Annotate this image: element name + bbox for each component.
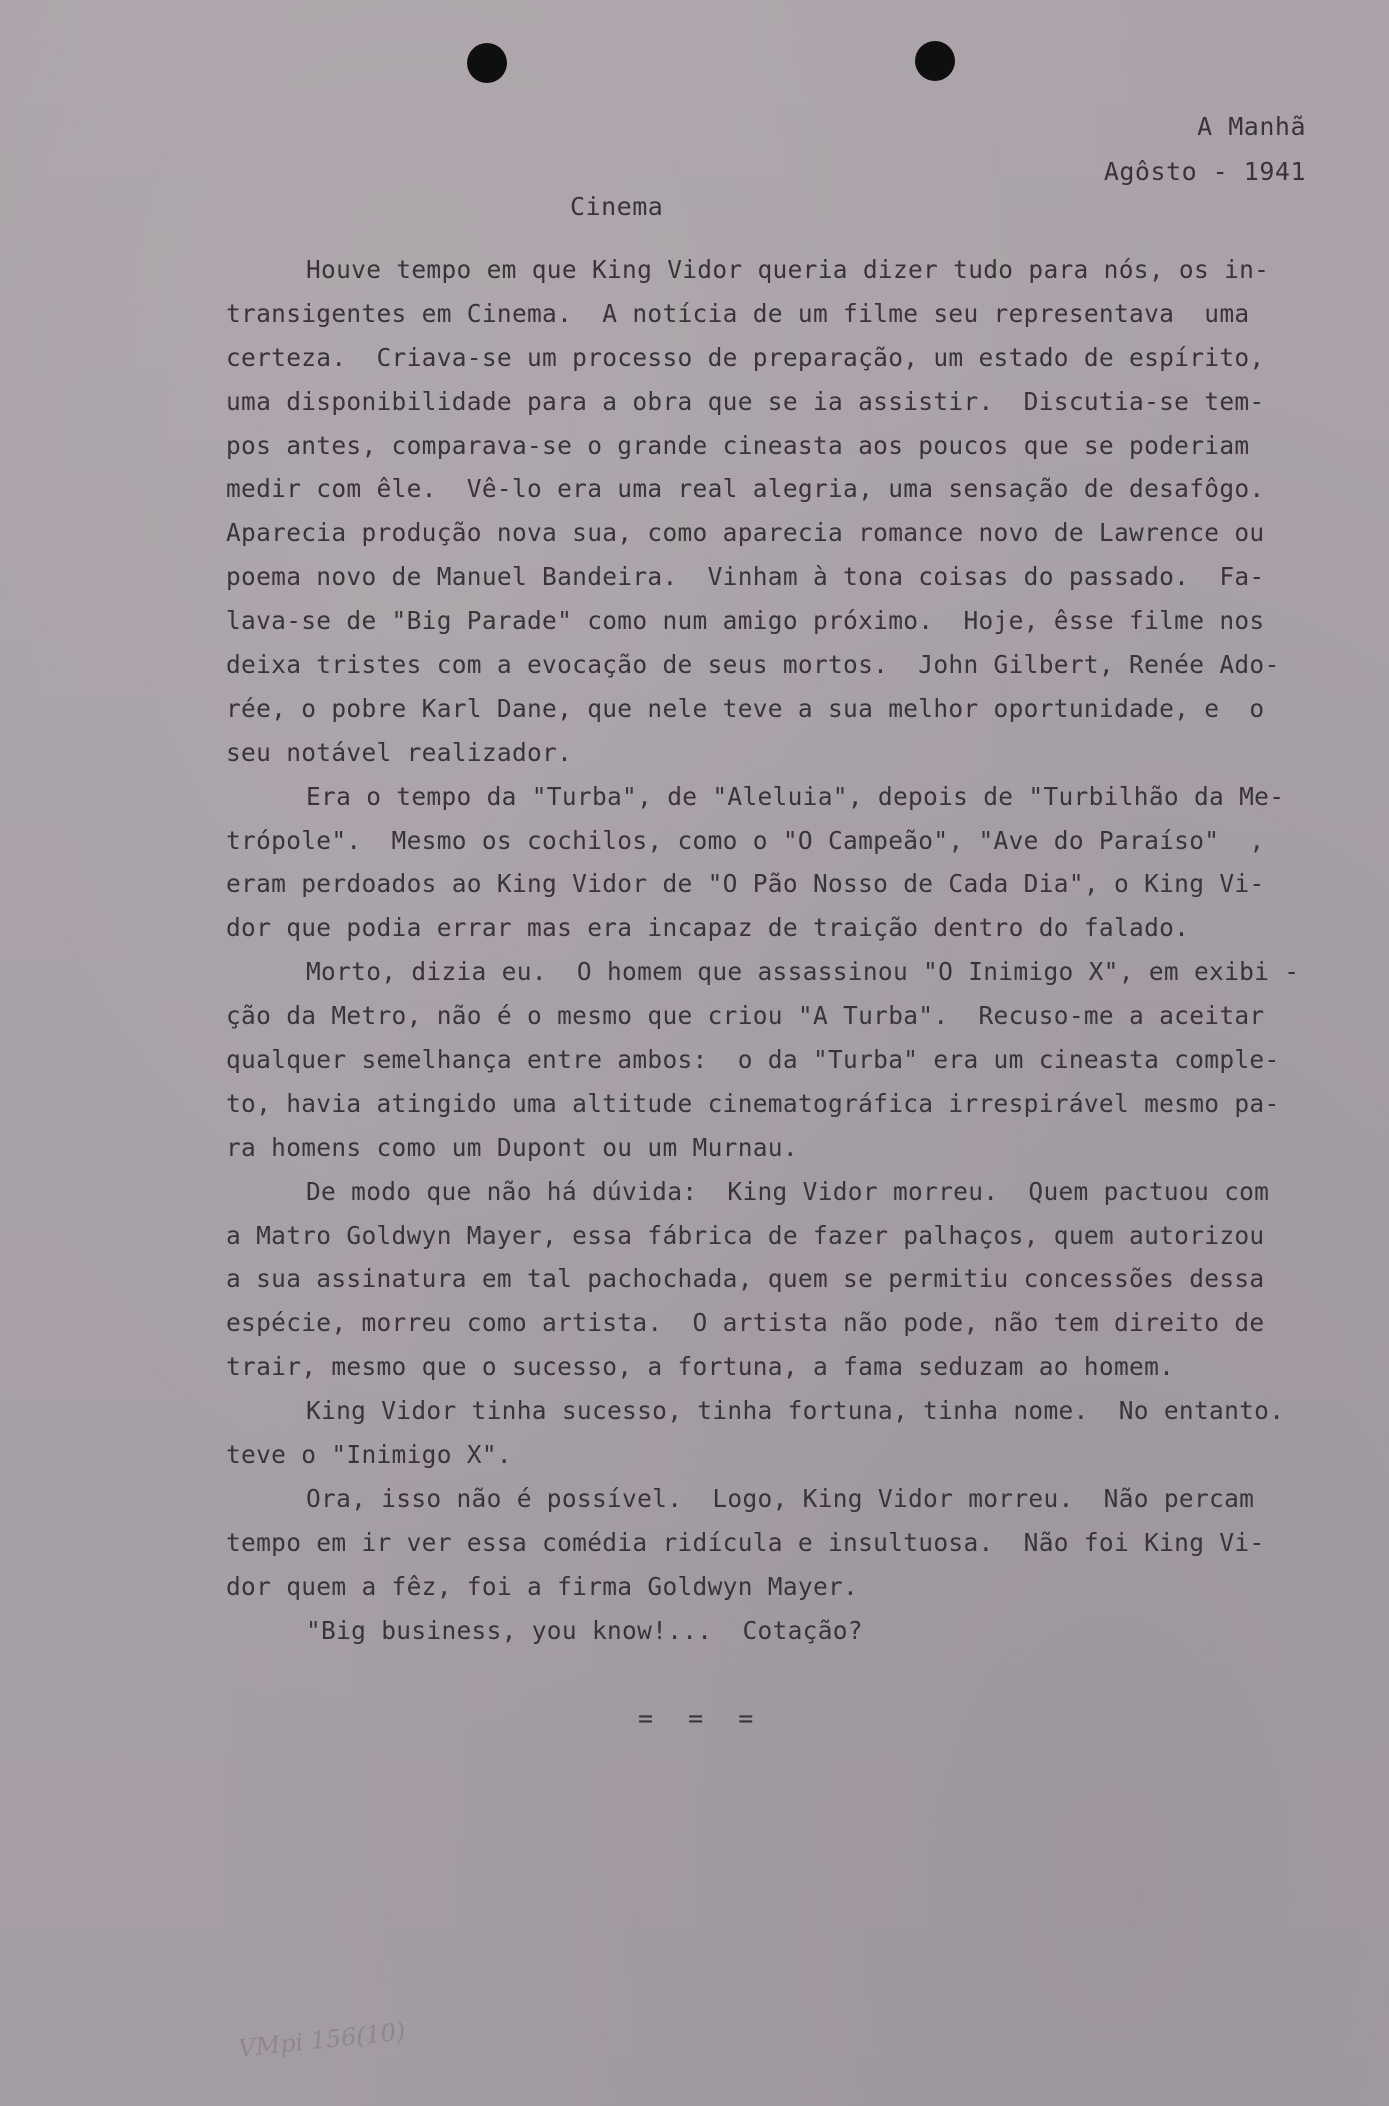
document-date: Agôsto - 1941 [1103, 157, 1306, 186]
punch-hole-left [467, 43, 507, 83]
text-line: Morto, dizia eu. O homem que assassinou "O Inimigo X", em exibi - [306, 957, 1300, 987]
text-line: Ora, isso não é possível. Logo, King Vidor morreu. Não percam [306, 1483, 1255, 1513]
text-line: Aparecia produção nova sua, como aparecia romance novo de Lawrence ou [226, 518, 1265, 548]
archive-handwritten-mark: VMpi 156(10) [236, 2017, 407, 2063]
text-line: dor que podia errar mas era incapaz de traição dentro do falado. [226, 913, 1190, 943]
text-line: poema novo de Manuel Bandeira. Vinham à tona coisas do passado. Fa- [226, 562, 1265, 592]
text-line: a Matro Goldwyn Mayer, essa fábrica de fazer palhaços, quem autorizou [226, 1220, 1265, 1250]
text-line: De modo que não há dúvida: King Vidor morreu. Quem pactuou com [306, 1176, 1270, 1206]
text-line: certeza. Criava-se um processo de preparação, um estado de espírito, [226, 342, 1265, 372]
text-line: uma disponibilidade para a obra que se ia assistir. Discutia-se tem- [226, 386, 1265, 416]
document-title: Cinema [570, 192, 664, 221]
text-line: trair, mesmo que o sucesso, a fortuna, a fama seduzam ao homem. [226, 1352, 1175, 1382]
punch-hole-right [915, 41, 955, 81]
text-line: lava-se de "Big Parade" como num amigo próximo. Hoje, êsse filme nos [226, 606, 1265, 636]
text-line: Era o tempo da "Turba", de "Aleluia", depois de "Turbilhão da Me- [306, 781, 1285, 811]
text-line: dor quem a fêz, foi a firma Goldwyn Mayer. [226, 1571, 859, 1601]
text-line: "Big business, you know!... Cotação? [306, 1615, 863, 1645]
text-line: rée, o pobre Karl Dane, que nele teve a sua melhor oportunidade, e o [226, 693, 1265, 723]
text-line: pos antes, comparava-se o grande cineasta aos poucos que se poderiam [226, 430, 1250, 460]
text-line: eram perdoados ao King Vidor de "O Pão Nosso de Cada Dia", o King Vi- [226, 869, 1265, 899]
text-line: trópole". Mesmo os cochilos, como o "O Campeão", "Ave do Paraíso" , [226, 825, 1265, 855]
text-line: transigentes em Cinema. A notícia de um filme seu representava uma [226, 298, 1250, 328]
text-line: seu notável realizador. [226, 737, 573, 767]
text-line: teve o "Inimigo X". [226, 1440, 512, 1470]
text-line: a sua assinatura em tal pachochada, quem se permitiu concessões dessa [226, 1264, 1265, 1294]
closing-separator: = = = [638, 1704, 764, 1733]
text-line: espécie, morreu como artista. O artista não pode, não tem direito de [226, 1308, 1265, 1338]
text-line: tempo em ir ver essa comédia ridícula e insultuosa. Não foi King Vi- [226, 1527, 1265, 1557]
text-line: qualquer semelhança entre ambos: o da "Turba" era um cineasta comple- [226, 1045, 1280, 1075]
text-line: ra homens como um Dupont ou um Murnau. [226, 1132, 798, 1162]
document-body [226, 248, 1356, 1653]
document-header [1104, 104, 1306, 194]
text-line: Houve tempo em que King Vidor queria dizer tudo para nós, os in- [306, 255, 1270, 284]
text-line: to, havia atingido uma altitude cinematográfica irrespirável mesmo pa- [226, 1088, 1280, 1118]
newspaper-name: A Manhã [1197, 112, 1306, 141]
text-line: deixa tristes com a evocação de seus mortos. John Gilbert, Renée Ado- [226, 650, 1280, 680]
text-line: King Vidor tinha sucesso, tinha fortuna, tinha nome. No entanto. [306, 1396, 1285, 1426]
text-line: ção da Metro, não é o mesmo que criou "A Turba". Recuso-me a aceitar [226, 1001, 1265, 1031]
text-line: medir com êle. Vê-lo era uma real alegria, uma sensação de desafôgo. [226, 474, 1265, 504]
